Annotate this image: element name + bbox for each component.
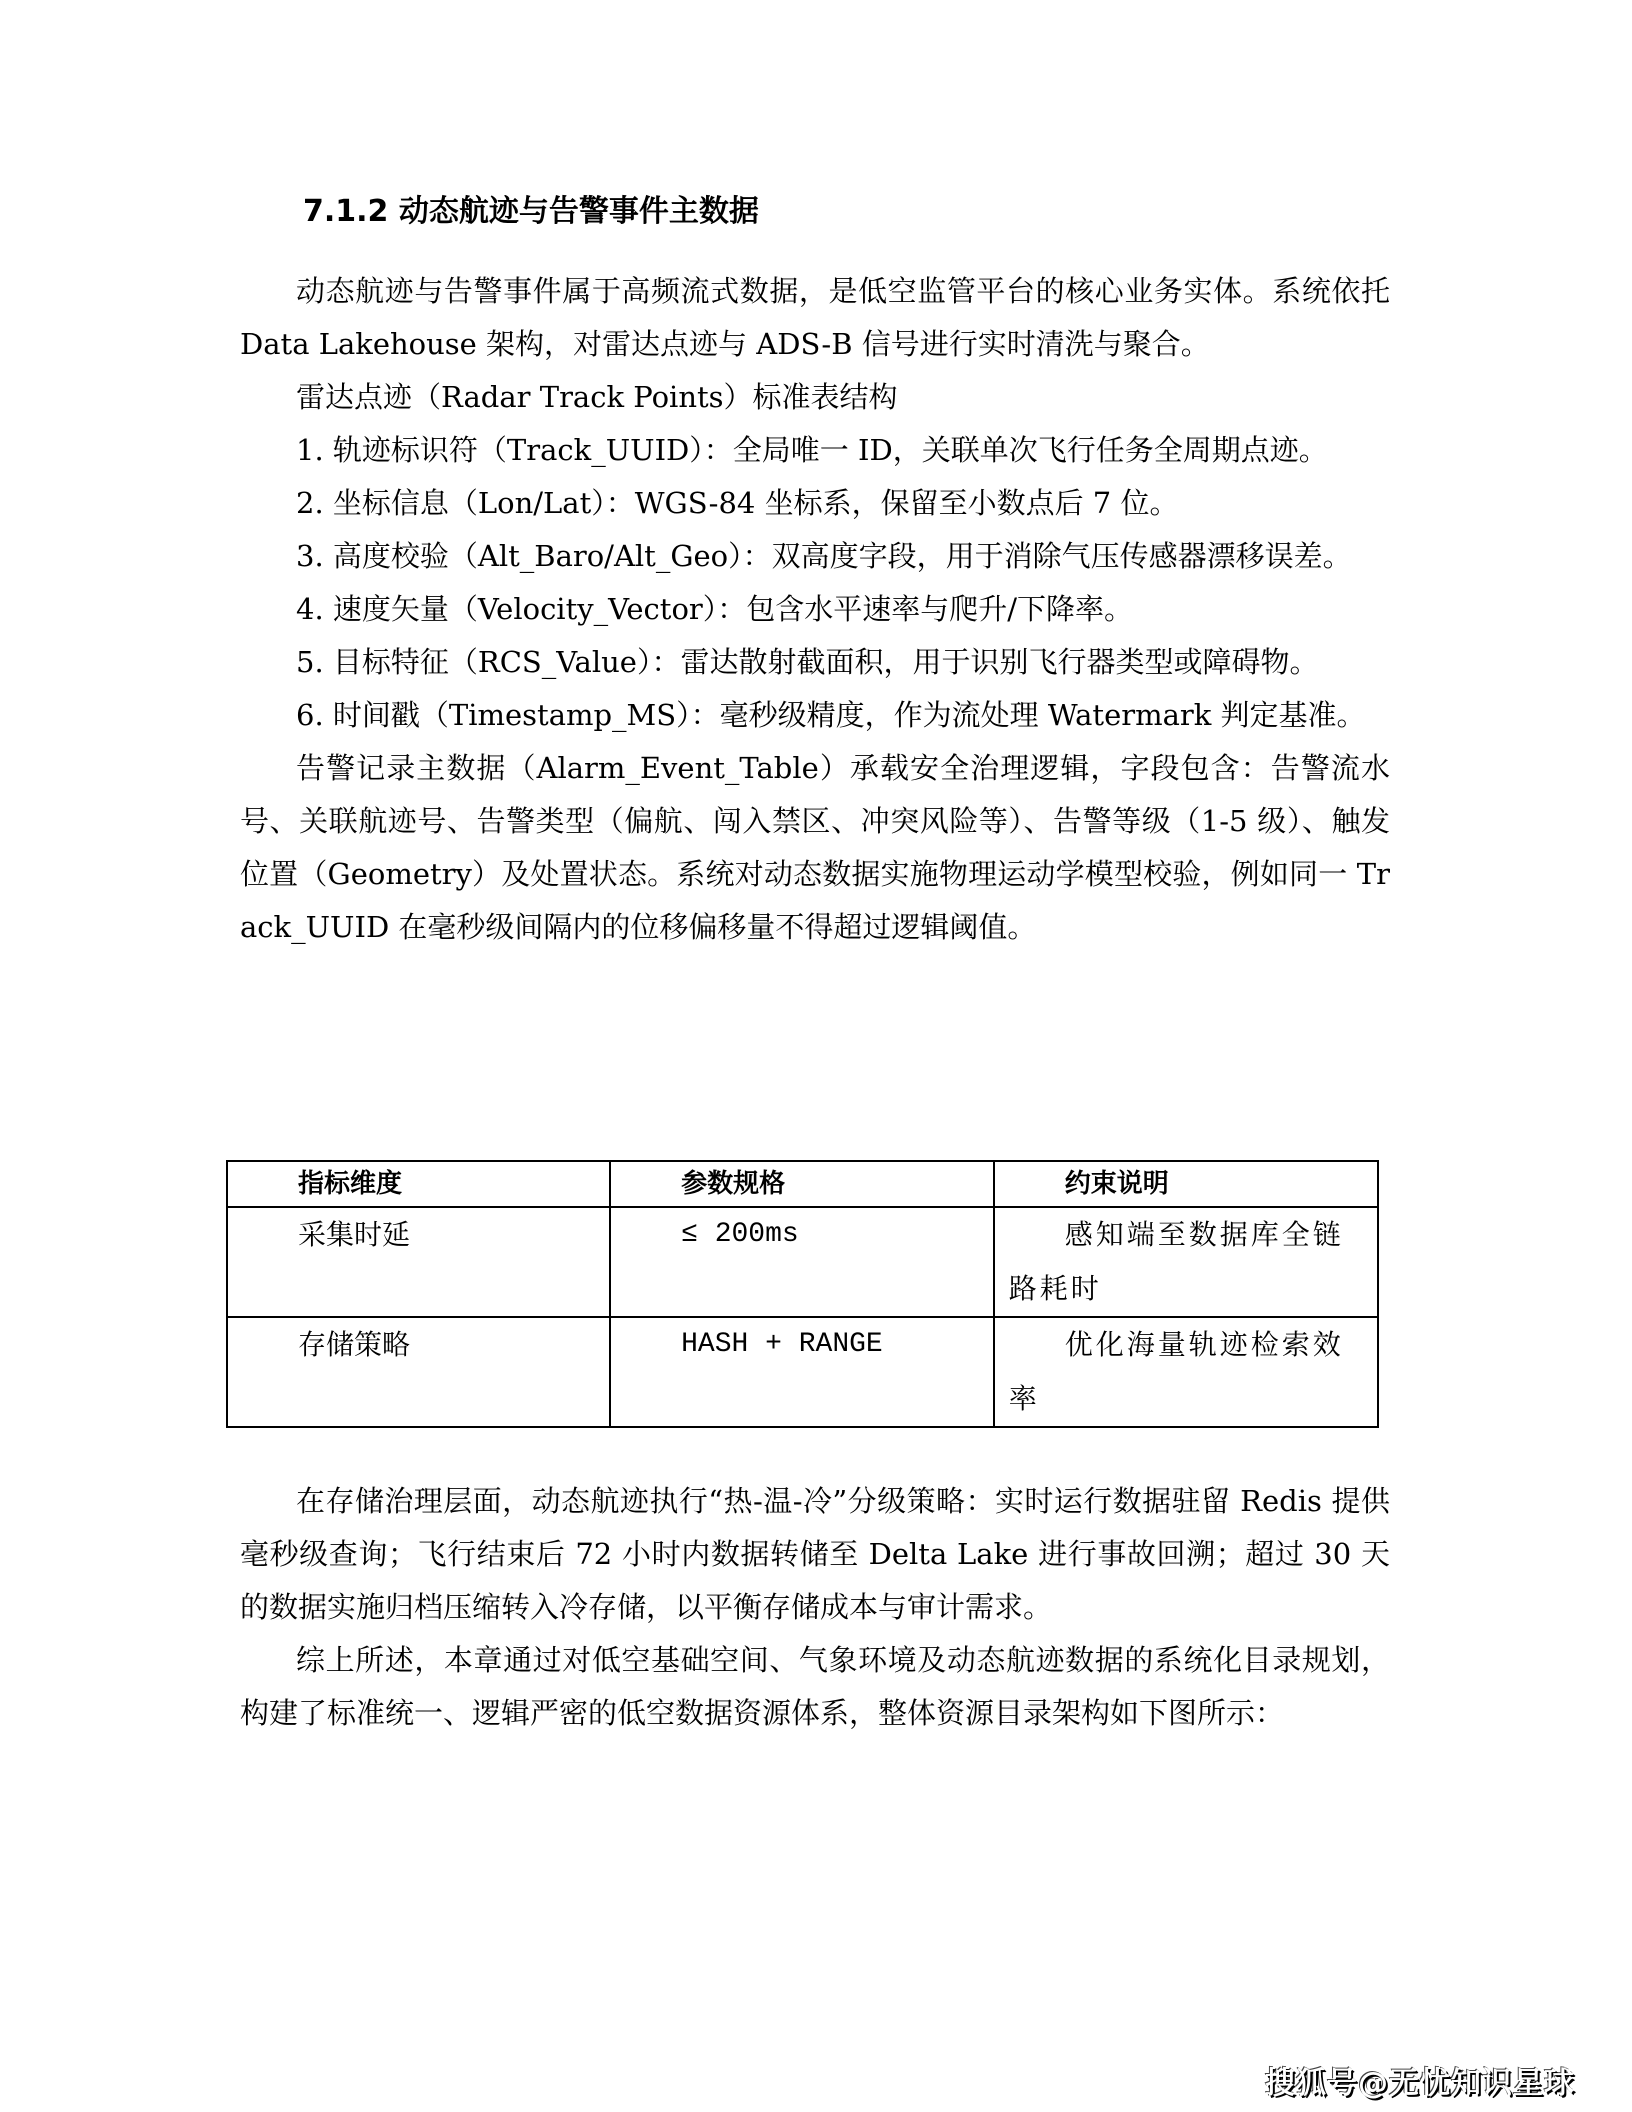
field-item-6: 6. 时间戳（Timestamp_MS）：毫秒级精度，作为流处理 Watermark 判定基准。	[296, 698, 1366, 732]
cell-parameter: HASH + RANGE	[681, 1329, 883, 1360]
table-header-cell	[227, 1161, 610, 1207]
field-item-5: 5. 目标特征（RCS_Value）：雷达散射截面积，用于识别飞行器类型或障碍物。	[296, 645, 1319, 679]
header-parameter: 参数规格	[681, 1169, 786, 1199]
table-cell	[227, 1207, 610, 1317]
section-heading: 7.1.2 动态航迹与告警事件主数据	[303, 194, 759, 229]
cell-dimension: 采集时延	[298, 1218, 411, 1251]
table-cell	[610, 1207, 994, 1317]
table-row	[227, 1207, 1378, 1317]
alarm-paragraph: 告警记录主数据（Alarm_Event_Table）承载安全治理逻辑，字段包含：告警流水号、关联航迹号、告警类型（偏航、闯入禁区、冲突风险等）、告警等级（1-5 级）、触发位置（Geometry）及处置状态。系统对动态数据实施物理运动学模型校验，例如同一 Track_UUID 在毫秒级间隔内的位移偏移量不得超过逻辑阈值。	[240, 751, 1390, 944]
field-item-4: 4. 速度矢量（Velocity_Vector）：包含水平速率与爬升/下降率。	[296, 592, 1134, 626]
field-item-1: 1. 轨迹标识符（Track_UUID）：全局唯一 ID，关联单次飞行任务全周期点迹。	[296, 433, 1328, 467]
header-dimension: 指标维度	[298, 1169, 403, 1199]
cell-dimension: 存储策略	[298, 1328, 411, 1361]
radar-table-title: 雷达点迹（Radar Track Points）标准表结构	[296, 380, 898, 414]
table-cell	[227, 1317, 610, 1427]
summary-paragraph: 综上所述，本章通过对低空基础空间、气象环境及动态航迹数据的系统化目录规划，构建了标准统一、逻辑严密的低空数据资源体系，整体资源目录架构如下图所示：	[240, 1643, 1390, 1730]
body-text-bottom	[240, 1475, 1390, 1740]
table-header-row	[227, 1161, 1378, 1207]
table-header-cell	[610, 1161, 994, 1207]
table-cell	[994, 1207, 1378, 1317]
cell-constraint: 感知端至数据库全链路耗时	[1008, 1218, 1344, 1305]
field-item-3: 3. 高度校验（Alt_Baro/Alt_Geo）：双高度字段，用于消除气压传感器漂移误差。	[296, 539, 1352, 573]
body-text-top	[240, 265, 1390, 954]
storage-paragraph: 在存储治理层面，动态航迹执行“热-温-冷”分级策略：实时运行数据驻留 Redis 提供毫秒级查询；飞行结束后 72 小时内数据转储至 Delta Lake 进行事故回溯；超过 30 天的数据实施归档压缩转入冷存储，以平衡存储成本与审计需求。	[240, 1484, 1390, 1624]
intro-paragraph: 动态航迹与告警事件属于高频流式数据，是低空监管平台的核心业务实体。系统依托 Data Lakehouse 架构，对雷达点迹与 ADS-B 信号进行实时清洗与聚合。	[240, 274, 1390, 361]
table-cell	[610, 1317, 994, 1427]
field-item-2: 2. 坐标信息（Lon/Lat）：WGS-84 坐标系，保留至小数点后 7 位。	[296, 486, 1179, 520]
source-watermark: 搜狐号@无忧知识星球	[1265, 2066, 1575, 2101]
table-cell	[994, 1317, 1378, 1427]
spec-table	[226, 1160, 1379, 1428]
cell-constraint: 优化海量轨迹检索效率	[1008, 1328, 1344, 1415]
table-row	[227, 1317, 1378, 1427]
header-constraint: 约束说明	[1064, 1169, 1169, 1199]
cell-parameter: ≤ 200ms	[681, 1219, 799, 1250]
table-header-cell	[994, 1161, 1378, 1207]
